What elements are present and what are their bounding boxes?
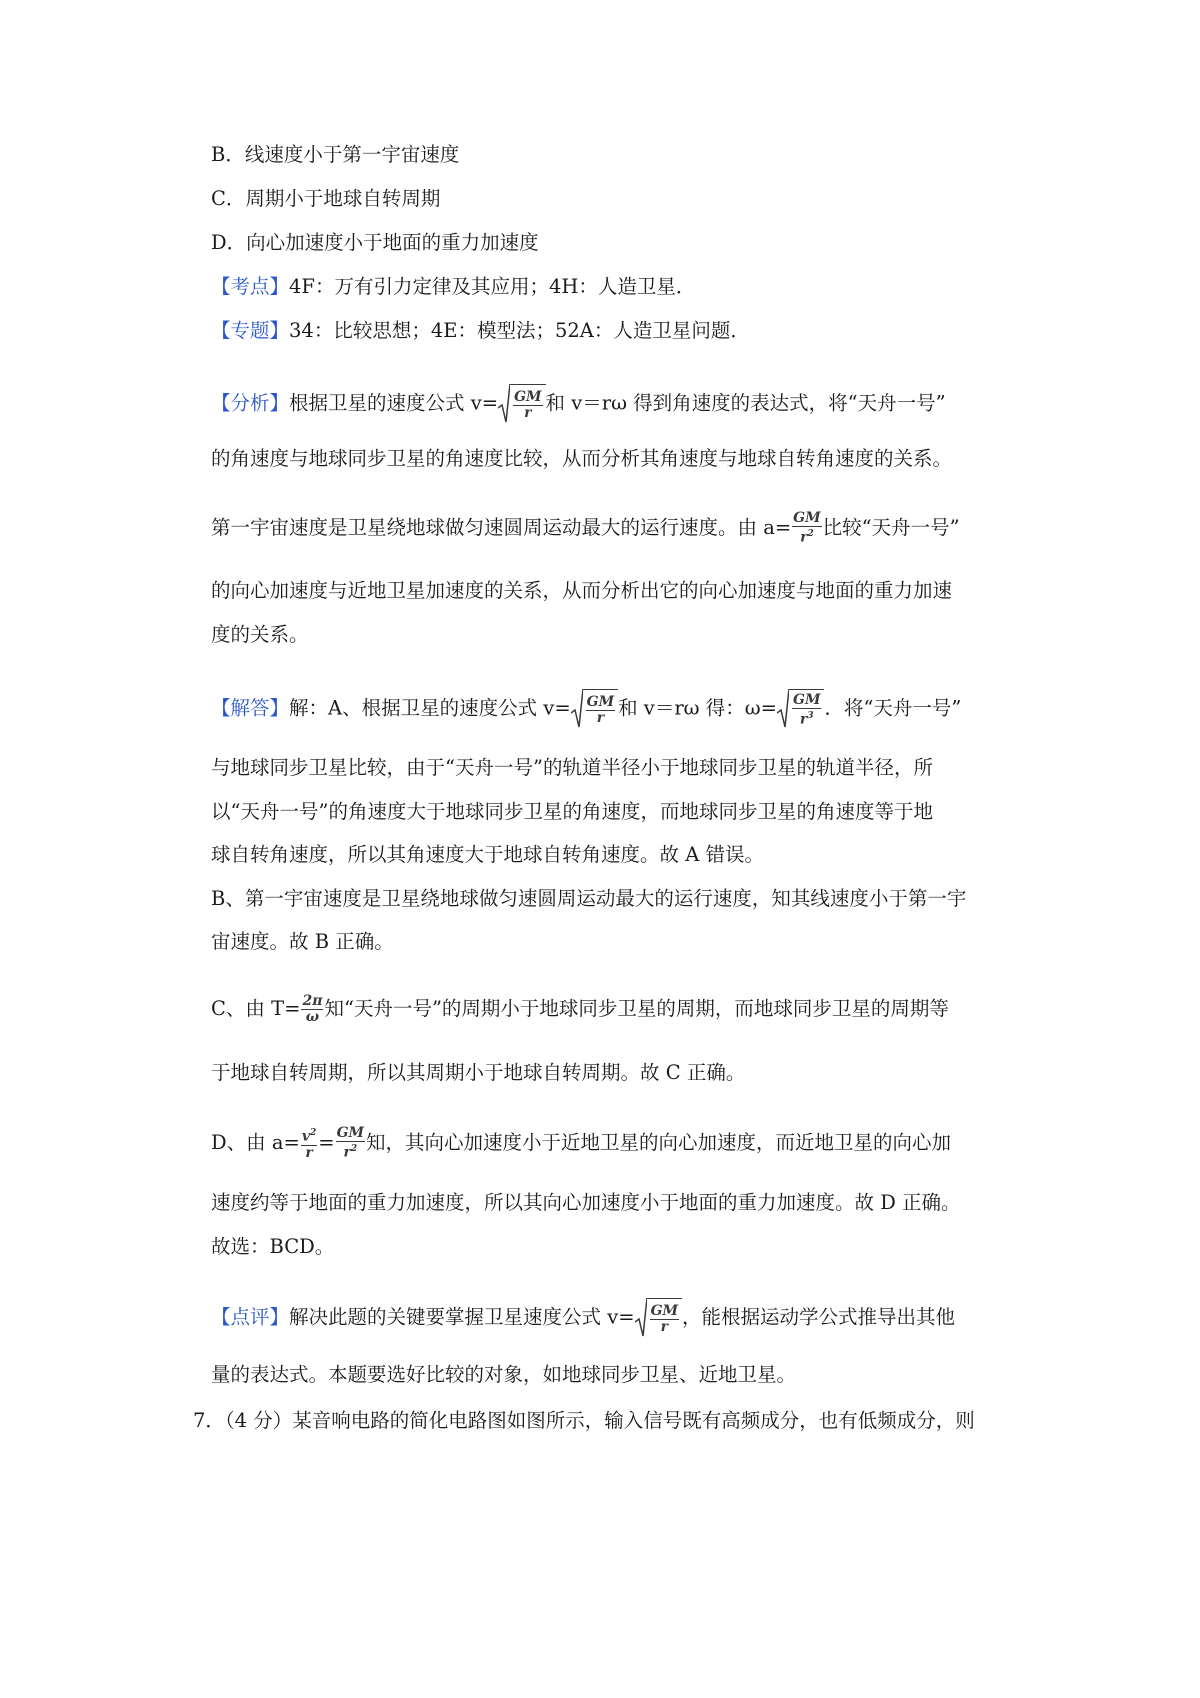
- frac-denominator: r: [799, 711, 808, 728]
- dianping-line-1: [211, 1298, 955, 1338]
- fenxi-text-3a: 第一宇宙速度是卫星绕地球做匀速圆周运动最大的运行速度。由 a=: [211, 515, 792, 539]
- jieda-line-3: 以“天舟一号”的角速度大于地球同步卫星的角速度，而地球同步卫星的角速度等于地: [211, 800, 933, 823]
- fenxi-line-3: [211, 511, 960, 546]
- jieda-line-1: [211, 689, 961, 729]
- frac-numerator: GM: [586, 693, 615, 710]
- frac-numerator: GM: [650, 1302, 679, 1319]
- frac-numerator: GM: [336, 1125, 365, 1141]
- jieda-text-1c: ．将“天舟一号”: [824, 696, 962, 720]
- kaodian-tag: 【考点】: [211, 275, 290, 298]
- zhuanti-text: 34：比较思想；4E：模型法；52A：人造卫星问题．: [289, 319, 750, 342]
- option-c: C．周期小于地球自转周期: [211, 187, 441, 210]
- jieda-text-7b: 知“天舟一号”的周期小于地球同步卫星的周期，而地球同步卫星的周期等: [324, 997, 949, 1020]
- sqrt-gm-over-r-formula: [498, 384, 545, 424]
- frac-denominator: r: [343, 1144, 351, 1161]
- jieda-line-10: 速度约等于地面的重力加速度，所以其向心加速度小于地面的重力加速度。故 D 正确。: [211, 1191, 961, 1214]
- jieda-line-5: B、第一宇宙速度是卫星绕地球做匀速圆周运动最大的运行速度，知其线速度小于第一宇: [211, 887, 967, 910]
- exponent: 2: [807, 529, 814, 539]
- sqrt-gm-over-r3-formula: [777, 689, 824, 729]
- jieda-line-11: 故选：BCD。: [211, 1235, 335, 1258]
- fenxi-tag: 【分析】: [211, 391, 290, 415]
- option-d: D．向心加速度小于地面的重力加速度: [211, 231, 539, 254]
- frac-denominator: r: [524, 404, 532, 421]
- option-b: B．线速度小于第一宇宙速度: [211, 143, 460, 166]
- jieda-line-4: 球自转角速度，所以其角速度大于地球自转角速度。故 A 错误。: [211, 843, 764, 866]
- sqrt-gm-over-r-formula: [571, 689, 618, 729]
- zhuanti-line: [211, 316, 750, 346]
- exponent: 2: [309, 1128, 317, 1138]
- two-pi-over-omega-formula: [301, 994, 323, 1025]
- frac-denominator: r: [660, 1318, 668, 1335]
- dianping-text-1a: 解决此题的关键要掌握卫星速度公式 v=: [289, 1305, 635, 1329]
- jieda-line-6: 宙速度。故 B 正确。: [211, 930, 394, 953]
- frac-denominator: r: [305, 1144, 313, 1161]
- exponent: 3: [807, 710, 814, 721]
- jieda-line-7: [211, 994, 949, 1025]
- dianping-tag: 【点评】: [211, 1305, 290, 1329]
- fenxi-text-1b: 和 v＝rω 得到角速度的表达式，将“天舟一号”: [545, 391, 946, 415]
- v2-over-r-formula: [301, 1126, 317, 1161]
- frac-denominator: r: [800, 529, 808, 546]
- jieda-text-1b: 和 v＝rω 得：ω=: [618, 696, 777, 720]
- frac-denominator: ω: [305, 1009, 320, 1025]
- fenxi-text-1a: 根据卫星的速度公式 v=: [289, 391, 499, 415]
- jieda-line-8: 于地球自转周期，所以其周期小于地球自转周期。故 C 正确。: [211, 1061, 746, 1084]
- exponent: 2: [350, 1144, 358, 1154]
- frac-numerator: GM: [793, 510, 821, 526]
- frac-numerator: v: [301, 1128, 310, 1145]
- question-7: 7．（4 分）某音响电路的简化电路图如图所示，输入信号既有高频成分，也有低频成分，则: [193, 1409, 975, 1432]
- fenxi-text-3b: 比较“天舟一号”: [822, 515, 960, 539]
- frac-numerator: 2π: [302, 993, 323, 1009]
- jieda-text-9c: 知，其向心加速度小于近地卫星的向心加速度，而近地卫星的向心加: [366, 1130, 952, 1154]
- jieda-tag: 【解答】: [211, 696, 290, 720]
- fenxi-line-2: 的角速度与地球同步卫星的角速度比较，从而分析其角速度与地球自转角速度的关系。: [211, 447, 953, 470]
- frac-denominator: r: [596, 709, 605, 726]
- fenxi-line-4: 的向心加速度与近地卫星加速度的关系，从而分析出它的向心加速度与地面的重力加速: [211, 579, 953, 602]
- kaodian-line: [211, 272, 695, 302]
- zhuanti-tag: 【专题】: [211, 319, 290, 342]
- fenxi-line-5: 度的关系。: [211, 623, 309, 646]
- frac-numerator: GM: [793, 691, 821, 708]
- gm-over-r2-formula: [336, 1126, 365, 1161]
- dianping-line-2: 量的表达式。本题要选好比较的对象，如地球同步卫星、近地卫星。: [211, 1363, 797, 1386]
- frac-numerator: GM: [514, 388, 542, 405]
- fenxi-line-1: [211, 384, 946, 424]
- dianping-text-1b: ，能根据运动学公式推导出其他: [682, 1305, 956, 1329]
- kaodian-text: 4F：万有引力定律及其应用；4H：人造卫星．: [289, 275, 696, 298]
- sqrt-gm-over-r-formula: [635, 1298, 682, 1338]
- equals-sign: =: [318, 1130, 335, 1154]
- jieda-text-7a: C、由 T=: [211, 997, 301, 1020]
- jieda-line-2: 与地球同步卫星比较，由于“天舟一号”的轨道半径小于地球同步卫星的轨道半径，所: [211, 756, 933, 779]
- jieda-line-9: [211, 1126, 951, 1161]
- jieda-text-9a: D、由 a=: [211, 1130, 300, 1154]
- gm-over-r2-formula: [792, 511, 821, 546]
- jieda-text-1a: 解：A、根据卫星的速度公式 v=: [289, 696, 571, 720]
